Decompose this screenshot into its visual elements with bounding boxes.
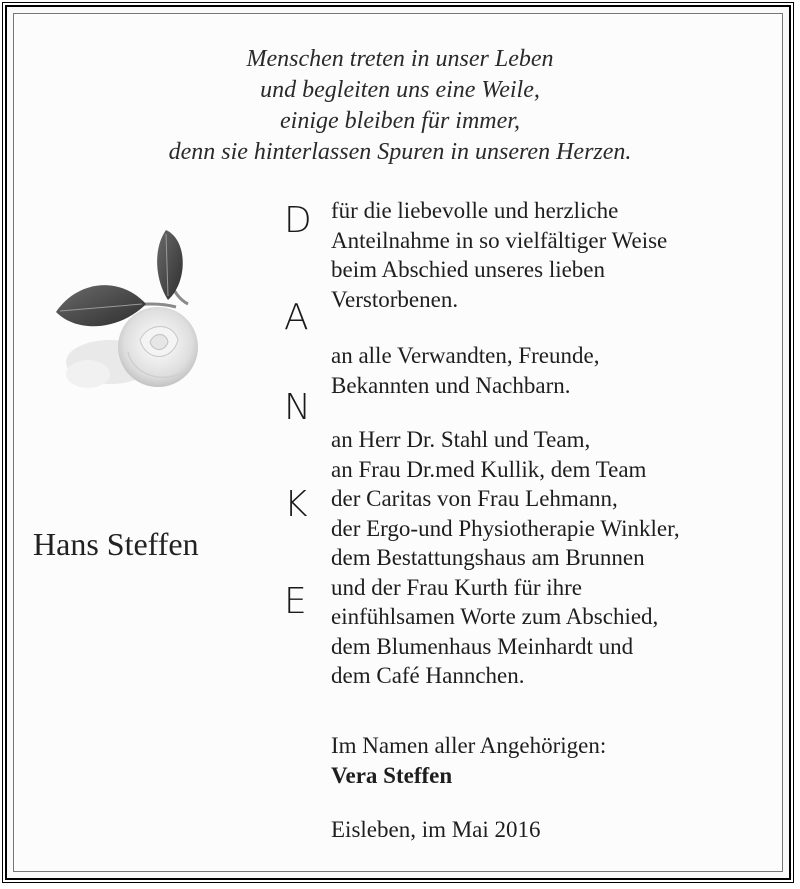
thanks-line: Anteilnahme in so vielfältiger Weise bbox=[331, 227, 668, 253]
thanks-line: an Herr Dr. Stahl und Team, bbox=[331, 427, 591, 452]
thanks-block-1 bbox=[331, 196, 667, 314]
acrostic-letter-d: D bbox=[284, 200, 312, 241]
thanks-line: der Caritas von Frau Lehmann, bbox=[331, 486, 618, 511]
thanks-line: an alle Verwandten, Freunde, bbox=[331, 343, 600, 368]
acrostic-letter-n: N bbox=[284, 387, 311, 428]
motto-line: Menschen treten in unser Leben bbox=[246, 46, 554, 72]
thanks-line: Verstorbenen. bbox=[331, 286, 459, 312]
thanks-line: für die liebevolle und herzliche bbox=[331, 198, 619, 223]
rose-icon bbox=[48, 212, 218, 402]
thanks-line: und der Frau Kurth für ihre bbox=[331, 574, 583, 600]
motto-poem bbox=[0, 44, 800, 168]
thanks-block-3 bbox=[331, 425, 680, 691]
motto-line: denn sie hinterlassen Spuren in unseren Herzen. bbox=[168, 139, 632, 165]
acrostic-letter-a: A bbox=[284, 297, 309, 338]
thanks-line: dem Café Hannchen. bbox=[331, 663, 525, 688]
signature-block bbox=[331, 731, 606, 790]
thanks-line: beim Abschied unseres lieben bbox=[331, 257, 606, 282]
thanks-line: einfühlsamen Worte zum Abschied, bbox=[331, 604, 659, 629]
signature-intro: Im Namen aller Angehörigen: bbox=[331, 733, 607, 758]
motto-line: einige bleiben für immer, bbox=[280, 108, 520, 134]
place-date: Eisleben, im Mai 2016 bbox=[331, 817, 541, 842]
acrostic-letter-k: K bbox=[284, 484, 308, 525]
thanks-line: an Frau Dr.med Kullik, dem Team bbox=[331, 456, 647, 482]
thanks-line: dem Blumenhaus Meinhardt und bbox=[331, 633, 634, 659]
deceased-name: Hans Steffen bbox=[33, 526, 199, 562]
thanks-line: Bekannten und Nachbarn. bbox=[331, 372, 571, 398]
signature-name: Vera Steffen bbox=[331, 762, 453, 788]
thanks-block-2 bbox=[331, 341, 599, 400]
thanks-line: dem Bestattungshaus am Brunnen bbox=[331, 545, 645, 570]
motto-line: und begleiten uns eine Weile, bbox=[260, 77, 540, 103]
thanks-line: der Ergo-und Physiotherapie Winkler, bbox=[331, 515, 680, 541]
acrostic-letter-e: E bbox=[284, 581, 307, 622]
